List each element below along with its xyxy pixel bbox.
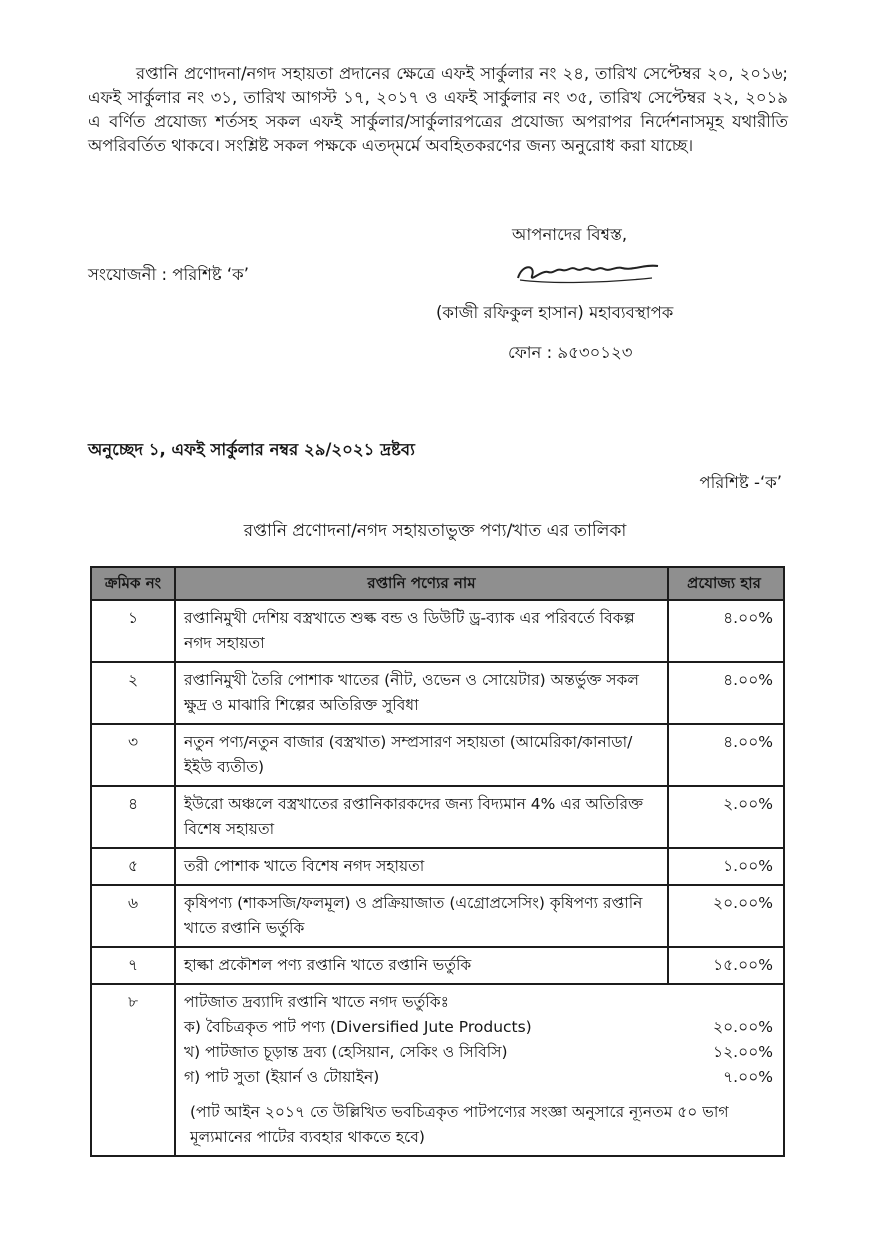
closing-line: আপনাদের বিশ্বস্ত,	[512, 225, 628, 244]
header-rate: প্রযোজ্য হার	[668, 567, 784, 600]
table-header-row	[91, 567, 784, 600]
jute-section	[175, 984, 784, 1156]
jute-item-label: ক) বৈচিত্রকৃত পাট পণ্য (Diversified Jute Products)	[184, 1018, 532, 1036]
jute-item-rate: ৭.০০%	[723, 1068, 773, 1086]
row-serial: ৬	[91, 885, 175, 947]
row-product: কৃষিপণ্য (শাকসজি/ফলমূল) ও প্রক্রিয়াজাত (এগ্রোপ্রসেসিং) কৃষিপণ্য রপ্তানি খাতে রপ্তানি ভর্তুকি	[175, 885, 668, 947]
row-rate: ৪.০০%	[668, 662, 784, 724]
jute-note: (পাট আইন ২০১৭ তে উল্লিখিত ভবচিত্রকৃত পাটপণ্যের সংজ্ঞা অনুসারে ন্যূনতম ৫০ ভাগ মূল্যমানের পাটের ব্যবহার থাকতে হবে)	[190, 1103, 729, 1146]
table-row	[91, 947, 784, 984]
jute-item-label: গ) পাট সুতা (ইয়ার্ন ও টোয়াইন)	[184, 1068, 380, 1086]
row-rate: ২.০০%	[668, 786, 784, 848]
table-row	[91, 885, 784, 947]
jute-heading: পাটজাত দ্রব্যাদি রপ্তানি খাতে নগদ ভর্তুকিঃ	[184, 993, 449, 1011]
table-row	[91, 848, 784, 885]
jute-item	[184, 1015, 775, 1040]
jute-item-rate: ১২.০০%	[713, 1043, 773, 1061]
row-serial: ৫	[91, 848, 175, 885]
row-serial: ১	[91, 600, 175, 662]
table-row-jute	[91, 984, 784, 1156]
row-rate: ২০.০০%	[668, 885, 784, 947]
table-row	[91, 786, 784, 848]
table-row	[91, 724, 784, 786]
row-product: তরী পোশাক খাতে বিশেষ নগদ সহায়তা	[175, 848, 668, 885]
row-rate: ১৫.০০%	[668, 947, 784, 984]
enclosure-note: সংযোজনী : পরিশিষ্ট ‘ক’	[88, 265, 249, 284]
signatory-name: (কাজী রফিকুল হাসান) মহাব্যবস্থাপক	[436, 303, 674, 322]
jute-item-label: খ) পাটজাত চূড়ান্ত দ্রব্য (হেসিয়ান, সেকিং ও সিবিসি)	[184, 1043, 508, 1061]
row-product: ইউরো অঞ্চলে বস্ত্রখাতের রপ্তানিকারকদের জন্য বিদ্যমান 4% এর অতিরিক্ত বিশেষ সহায়তা	[175, 786, 668, 848]
signatory-phone: ফোন : ৯৫৩০১২৩	[508, 343, 633, 362]
header-serial: ক্রমিক নং	[91, 567, 175, 600]
row-rate: ৪.০০%	[668, 724, 784, 786]
table-row	[91, 600, 784, 662]
row-product: রপ্তানিমুখী তৈরি পোশাক খাতের (নীট, ওভেন ও সোয়েটার) অন্তর্ভুক্ত সকল ক্ষুদ্র ও মাঝারি শিল্পের অতিরিক্ত সুবিধা	[175, 662, 668, 724]
handwritten-signature	[512, 256, 664, 286]
jute-item	[184, 1065, 775, 1090]
row-product: হাল্কা প্রকৌশল পণ্য রপ্তানি খাতে রপ্তানি ভর্তুকি	[175, 947, 668, 984]
jute-item	[184, 1040, 775, 1065]
annex-label: পরিশিষ্ট -‘ক’	[699, 473, 782, 492]
header-product: রপ্তানি পণ্যের নাম	[175, 567, 668, 600]
annex-title: রপ্তানি প্রণোদনা/নগদ সহায়তাভুক্ত পণ্য/খাত এর তালিকা	[243, 521, 627, 541]
row-serial: ৮	[91, 984, 175, 1156]
row-product: নতুন পণ্য/নতুন বাজার (বস্ত্রখাত) সম্প্রসারণ সহায়তা (আমেরিকা/কানাডা/ইইউ ব্যতীত)	[175, 724, 668, 786]
row-rate: ৪.০০%	[668, 600, 784, 662]
export-incentive-table	[90, 566, 785, 1157]
row-rate: ১.০০%	[668, 848, 784, 885]
row-serial: ৩	[91, 724, 175, 786]
row-serial: ৭	[91, 947, 175, 984]
jute-item-rate: ২০.০০%	[713, 1018, 773, 1036]
row-serial: ৪	[91, 786, 175, 848]
table-row	[91, 662, 784, 724]
intro-paragraph	[88, 62, 788, 158]
row-product: রপ্তানিমুখী দেশিয় বস্ত্রখাতে শুল্ক বন্ড ও ডিউটি ড্র-ব্যাক এর পরিবর্তে বিকল্প নগদ সহায়তা	[175, 600, 668, 662]
circular-reference: অনুচ্ছেদ ১, এফই সার্কুলার নম্বর ২৯/২০২১ দ্রষ্টব্য	[88, 440, 415, 459]
intro-text: রপ্তানি প্রণোদনা/নগদ সহায়তা প্রদানের ক্ষেত্রে এফই সার্কুলার নং ২৪, তারিখ সেপ্টেম্বর ২০, ২০১৬; এফই সার্কুলার নং ৩১, তারিখ আগস্ট ১৭, ২০১৭ ও এফই সার্কুলার নং ৩৫, তারিখ সেপ্টেম্বর ২২, ২০১৯ এ বর্ণিত প্রযোজ্য শর্তসহ সকল এফই সার্কুলার/সার্কুলারপত্রের প্রযোজ্য অপরাপর নির্দেশনাসমূহ যথারীতি অপরিবর্তিত থাকবে। সংশ্লিষ্ট সকল পক্ষকে এতদ্‌মর্মে অবহিতকরণের জন্য অনুরোধ করা যাচ্ছে।	[88, 64, 788, 155]
row-serial: ২	[91, 662, 175, 724]
